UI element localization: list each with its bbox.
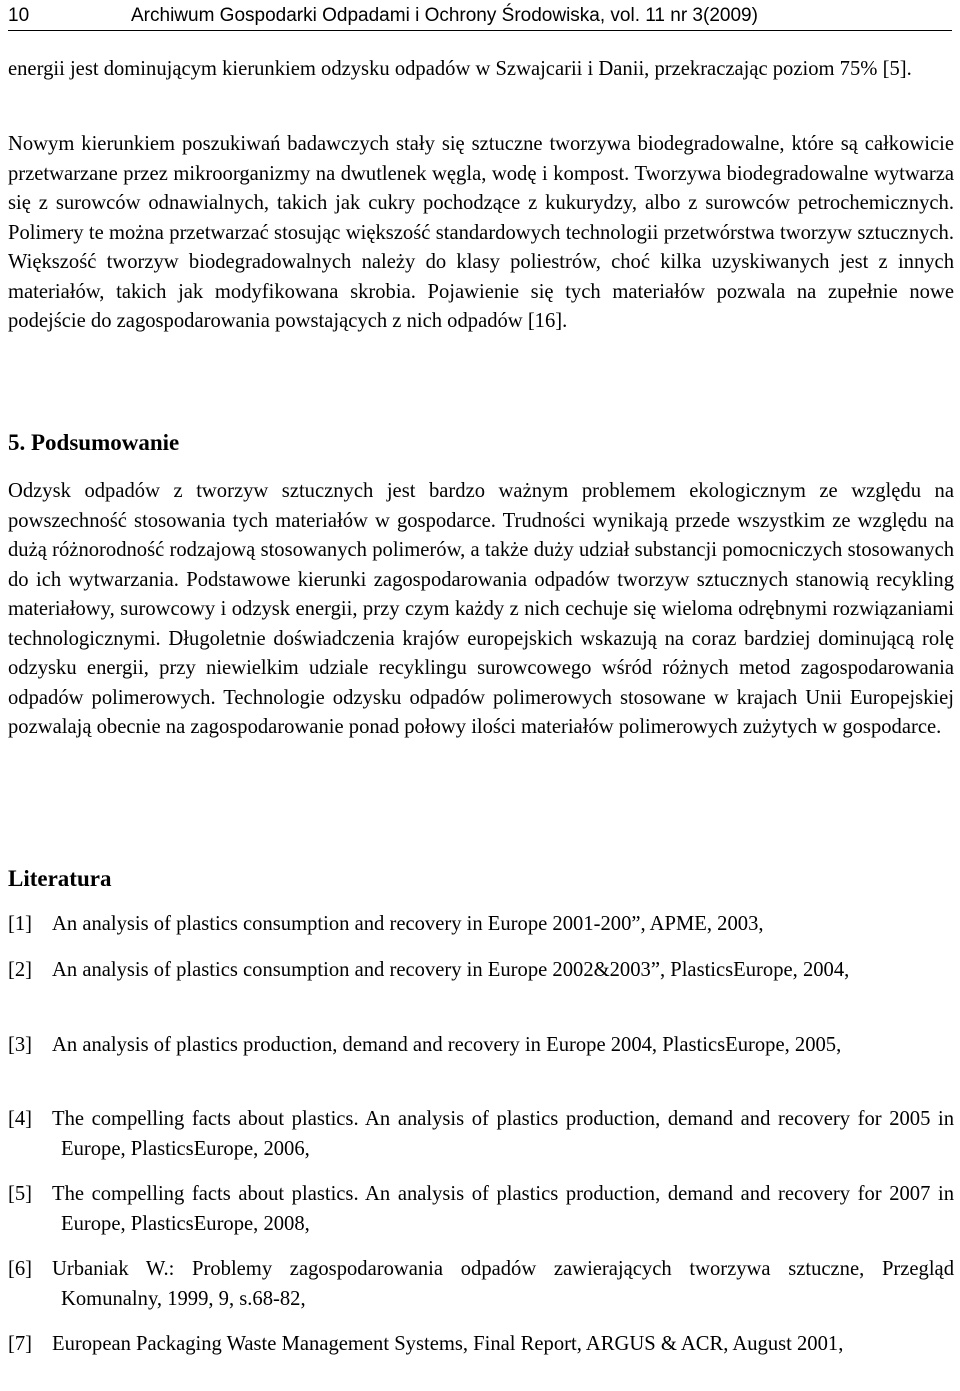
- reference-text: An analysis of plastics consumption and recovery in Europe 2002&2003”, PlasticsEurope, 2004,: [52, 959, 850, 981]
- body-paragraph-3: Odzysk odpadów z tworzyw sztucznych jest bardzo ważnym problemem ekologicznym ze względu na powszechność stosowania tych materiałów w gospodarce. Trudności wynikają przede wszystkim ze względu na dużą różnorodność rodzajową stosowanych polimerów, a także duży udział substancji pomocniczych stosowanych do ich wytwarzania. Podstawowe kierunki zagospodarowania odpadów tworzyw sztucznych stanowią recykling materiałowy, surowcowy i odzysk energii, przy czym każdy z nich cechuje się wieloma odrębnymi rozwiązaniami technologicznymi. Długoletnie doświadczenia krajów europejskich wskazują na coraz bardziej dominującą rolę odzysku energii, przy niewielkim udziale recyklingu surowcowego wśród różnych metod zagospodarowania odpadów polimerowych. Technologie odzysku odpadów polimerowych stosowane w krajach Unii Europejskiej pozwalają obecnie na zagospodarowanie ponad połowy ilości materiałów polimerowych zużytych w gospodarce.: [8, 480, 954, 738]
- journal-title: Archiwum Gospodarki Odpadami i Ochrony Środowiska, vol. 11 nr 3(2009): [131, 5, 758, 26]
- reference-label: [3]: [8, 1034, 33, 1056]
- reference-text: An analysis of plastics consumption and recovery in Europe 2001-200”, APME, 2003,: [52, 913, 764, 935]
- reference-item-1: [8, 910, 954, 940]
- reference-item-6: [8, 1255, 954, 1314]
- reference-text: The compelling facts about plastics. An analysis of plastics production, demand and recovery for 2007 in Europe, PlasticsEurope, 2008,: [52, 1183, 954, 1235]
- running-header: [8, 2, 952, 31]
- reference-item-4: [8, 1105, 954, 1164]
- reference-text: Urbaniak W.: Problemy zagospodarowania odpadów zawierających tworzywa sztuczne, Przegląd Komunalny, 1999, 9, s.68-82,: [52, 1258, 954, 1310]
- reference-label: [5]: [8, 1183, 33, 1205]
- references-heading: Literatura: [8, 866, 112, 891]
- reference-label: [7]: [8, 1333, 33, 1355]
- reference-label: [1]: [8, 913, 33, 935]
- body-paragraph-1: energii jest dominującym kierunkiem odzysku odpadów w Szwajcarii i Danii, przekraczając poziom 75% [5].: [8, 58, 912, 80]
- body-paragraph-2: Nowym kierunkiem poszukiwań badawczych stały się sztuczne tworzywa biodegradowalne, które są całkowicie przetwarzane przez mikroorganizmy na dwutlenek węgla, wodę i kompost. Tworzywa biodegradowalne wytwarza się z surowców odnawialnych, takich jak cukry pochodzące z kukurydzy, albo z surowców petrochemicznych. Polimery te można przetwarzać stosując większość standardowych technologii przetwórstwa tworzyw sztucznych. Większość tworzyw biodegradowalnych należy do klasy poliestrów, choć kilka uzyskiwanych jest z innych materiałów, takich jak modyfikowana skrobia. Pojawienie się tych materiałów pozwala na zupełnie nowe podejście do zagospodarowania powstających z nich odpadów [16].: [8, 133, 954, 332]
- reference-text: European Packaging Waste Management Systems, Final Report, ARGUS & ACR, August 2001,: [52, 1333, 844, 1355]
- reference-text: An analysis of plastics production, demand and recovery in Europe 2004, PlasticsEurope, 2005,: [52, 1034, 842, 1056]
- page-number: 10: [8, 5, 30, 26]
- section-heading: 5. Podsumowanie: [8, 430, 180, 455]
- reference-item-2: [8, 956, 954, 986]
- reference-item-5: [8, 1180, 954, 1239]
- reference-label: [2]: [8, 959, 33, 981]
- reference-label: [4]: [8, 1108, 33, 1130]
- reference-label: [6]: [8, 1258, 33, 1280]
- reference-text: The compelling facts about plastics. An analysis of plastics production, demand and recovery for 2005 in Europe, PlasticsEurope, 2006,: [52, 1108, 954, 1160]
- reference-item-7: [8, 1330, 954, 1360]
- reference-item-3: [8, 1031, 954, 1061]
